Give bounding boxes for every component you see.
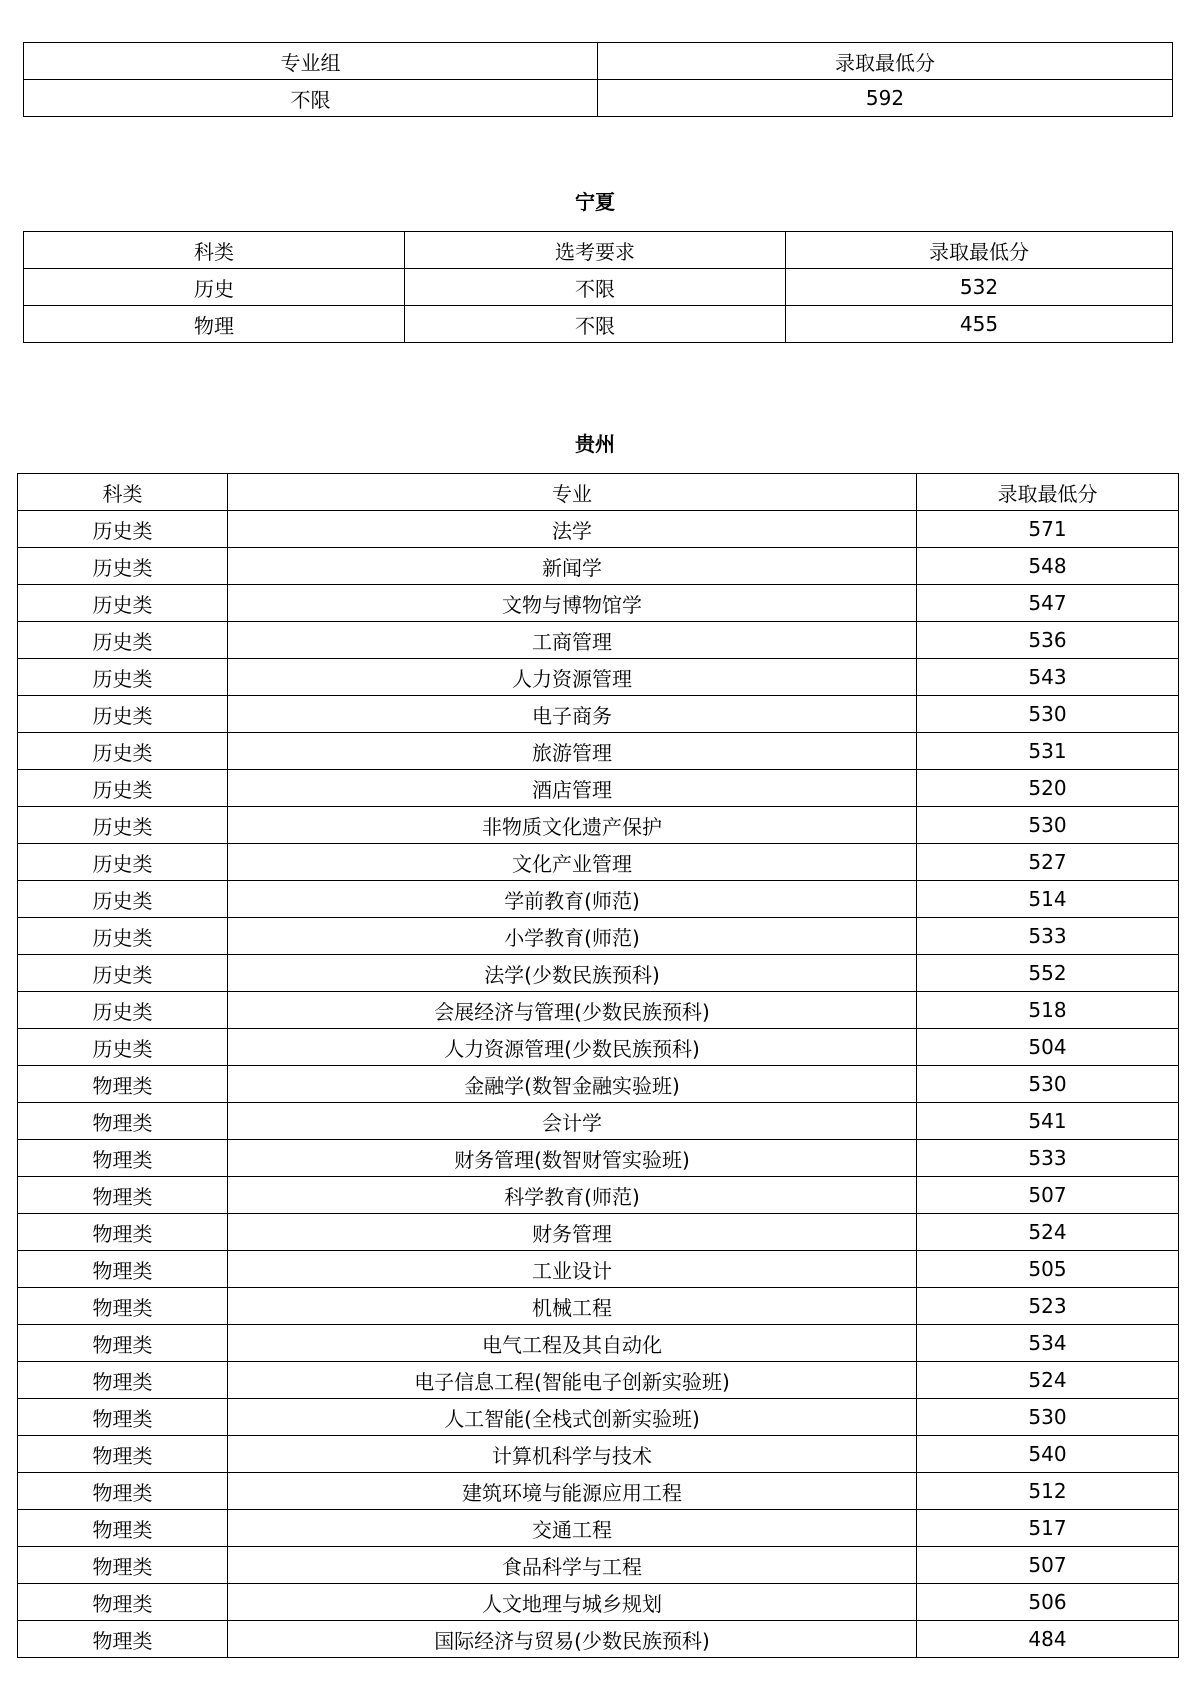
table-cell: 物理类 <box>18 1103 228 1140</box>
table-cell: 530 <box>917 807 1179 844</box>
table-cell: 文物与博物馆学 <box>228 585 917 622</box>
table-cell: 571 <box>917 511 1179 548</box>
table-cell: 历史类 <box>18 807 228 844</box>
table-cell: 不限 <box>24 80 598 117</box>
table-cell: 历史 <box>24 269 405 306</box>
table-cell: 物理类 <box>18 1584 228 1621</box>
table-row <box>18 696 1179 733</box>
table-cell: 新闻学 <box>228 548 917 585</box>
table-cell: 交通工程 <box>228 1510 917 1547</box>
table-cell: 食品科学与工程 <box>228 1547 917 1584</box>
table-cell: 物理类 <box>18 1399 228 1436</box>
table-cell: 518 <box>917 992 1179 1029</box>
table-cell: 物理类 <box>18 1621 228 1658</box>
table-row <box>18 1584 1179 1621</box>
table-cell: 536 <box>917 622 1179 659</box>
table-row <box>18 1547 1179 1584</box>
table-row <box>18 1325 1179 1362</box>
table-cell: 金融学(数智金融实验班) <box>228 1066 917 1103</box>
table-row <box>18 955 1179 992</box>
table-cell: 507 <box>917 1177 1179 1214</box>
table-cell: 历史类 <box>18 770 228 807</box>
header-cell: 录取最低分 <box>917 474 1179 511</box>
table-cell: 530 <box>917 1399 1179 1436</box>
table-row <box>24 80 1173 117</box>
table-cell: 541 <box>917 1103 1179 1140</box>
table-cell: 506 <box>917 1584 1179 1621</box>
table-cell: 科学教育(师范) <box>228 1177 917 1214</box>
table-header-row <box>18 474 1179 511</box>
table-cell: 法学(少数民族预科) <box>228 955 917 992</box>
table-cell: 530 <box>917 1066 1179 1103</box>
table-cell: 历史类 <box>18 992 228 1029</box>
table-cell: 历史类 <box>18 1029 228 1066</box>
header-cell: 选考要求 <box>405 232 786 269</box>
table-cell: 历史类 <box>18 696 228 733</box>
table-cell: 524 <box>917 1214 1179 1251</box>
table-cell: 人工智能(全栈式创新实验班) <box>228 1399 917 1436</box>
table-row <box>18 1066 1179 1103</box>
table-cell: 523 <box>917 1288 1179 1325</box>
table-cell: 非物质文化遗产保护 <box>228 807 917 844</box>
table-cell: 历史类 <box>18 881 228 918</box>
table-cell: 历史类 <box>18 844 228 881</box>
table-cell: 物理类 <box>18 1177 228 1214</box>
table-row <box>18 1251 1179 1288</box>
table-cell: 历史类 <box>18 622 228 659</box>
table-row <box>18 1399 1179 1436</box>
table-cell: 532 <box>786 269 1173 306</box>
table-cell: 计算机科学与技术 <box>228 1436 917 1473</box>
table-row <box>18 1140 1179 1177</box>
table-cell: 514 <box>917 881 1179 918</box>
table-cell: 物理类 <box>18 1325 228 1362</box>
table-row <box>18 1103 1179 1140</box>
table-row <box>18 733 1179 770</box>
table-cell: 530 <box>917 696 1179 733</box>
table-row <box>18 844 1179 881</box>
table-cell: 物理类 <box>18 1140 228 1177</box>
table-cell: 552 <box>917 955 1179 992</box>
table-cell: 电子信息工程(智能电子创新实验班) <box>228 1362 917 1399</box>
table-cell: 物理 <box>24 306 405 343</box>
table-cell: 物理类 <box>18 1473 228 1510</box>
table-cell: 不限 <box>405 306 786 343</box>
admission-table-group <box>23 42 1173 117</box>
table-cell: 物理类 <box>18 1436 228 1473</box>
table-cell: 工商管理 <box>228 622 917 659</box>
table-cell: 文化产业管理 <box>228 844 917 881</box>
header-cell: 专业组 <box>24 43 598 80</box>
table-row <box>18 992 1179 1029</box>
table-cell: 543 <box>917 659 1179 696</box>
table-cell: 548 <box>917 548 1179 585</box>
table-row <box>24 306 1173 343</box>
table-row <box>18 659 1179 696</box>
table-cell: 历史类 <box>18 918 228 955</box>
table-cell: 工业设计 <box>228 1251 917 1288</box>
table-cell: 电气工程及其自动化 <box>228 1325 917 1362</box>
section-title-guizhou: 贵州 <box>575 432 615 456</box>
table-cell: 会计学 <box>228 1103 917 1140</box>
header-cell: 科类 <box>24 232 405 269</box>
admission-table-ningxia <box>23 231 1173 343</box>
table-cell: 592 <box>598 80 1173 117</box>
table-cell: 484 <box>917 1621 1179 1658</box>
table-cell: 物理类 <box>18 1547 228 1584</box>
table-row <box>18 622 1179 659</box>
table-cell: 小学教育(师范) <box>228 918 917 955</box>
table-cell: 534 <box>917 1325 1179 1362</box>
table-cell: 国际经济与贸易(少数民族预科) <box>228 1621 917 1658</box>
table-row <box>18 918 1179 955</box>
table-cell: 人文地理与城乡规划 <box>228 1584 917 1621</box>
table-cell: 物理类 <box>18 1362 228 1399</box>
table-cell: 531 <box>917 733 1179 770</box>
table-row <box>18 1214 1179 1251</box>
table-row <box>18 1621 1179 1658</box>
table-cell: 物理类 <box>18 1214 228 1251</box>
table-cell: 历史类 <box>18 733 228 770</box>
table-cell: 财务管理(数智财管实验班) <box>228 1140 917 1177</box>
table-cell: 533 <box>917 918 1179 955</box>
table-row <box>18 585 1179 622</box>
table-cell: 504 <box>917 1029 1179 1066</box>
table-cell: 历史类 <box>18 955 228 992</box>
table-row <box>18 881 1179 918</box>
header-cell: 专业 <box>228 474 917 511</box>
section-title-ningxia: 宁夏 <box>575 190 615 214</box>
table-cell: 540 <box>917 1436 1179 1473</box>
table-cell: 455 <box>786 306 1173 343</box>
table-cell: 547 <box>917 585 1179 622</box>
table-row <box>18 807 1179 844</box>
table-row <box>18 1510 1179 1547</box>
table-cell: 不限 <box>405 269 786 306</box>
table-row <box>18 1288 1179 1325</box>
table-row <box>18 770 1179 807</box>
table-cell: 电子商务 <box>228 696 917 733</box>
table-cell: 517 <box>917 1510 1179 1547</box>
table-cell: 财务管理 <box>228 1214 917 1251</box>
table-cell: 学前教育(师范) <box>228 881 917 918</box>
table-header-row <box>24 232 1173 269</box>
table-cell: 物理类 <box>18 1288 228 1325</box>
admission-table-guizhou <box>17 473 1179 1658</box>
table-row <box>18 1362 1179 1399</box>
table-cell: 533 <box>917 1140 1179 1177</box>
header-cell: 录取最低分 <box>598 43 1173 80</box>
table-cell: 物理类 <box>18 1251 228 1288</box>
header-cell: 科类 <box>18 474 228 511</box>
table-cell: 旅游管理 <box>228 733 917 770</box>
table-cell: 人力资源管理(少数民族预科) <box>228 1029 917 1066</box>
table-cell: 物理类 <box>18 1510 228 1547</box>
table-row <box>18 511 1179 548</box>
table-cell: 历史类 <box>18 585 228 622</box>
header-cell: 录取最低分 <box>786 232 1173 269</box>
table-row <box>18 1029 1179 1066</box>
table-row <box>18 1177 1179 1214</box>
table-cell: 机械工程 <box>228 1288 917 1325</box>
table-cell: 520 <box>917 770 1179 807</box>
table-cell: 历史类 <box>18 659 228 696</box>
table-cell: 历史类 <box>18 548 228 585</box>
table-cell: 法学 <box>228 511 917 548</box>
table-cell: 历史类 <box>18 511 228 548</box>
table-cell: 人力资源管理 <box>228 659 917 696</box>
table-row <box>18 1436 1179 1473</box>
table-cell: 酒店管理 <box>228 770 917 807</box>
table-cell: 会展经济与管理(少数民族预科) <box>228 992 917 1029</box>
table-cell: 建筑环境与能源应用工程 <box>228 1473 917 1510</box>
table-cell: 物理类 <box>18 1066 228 1103</box>
table-header-row <box>24 43 1173 80</box>
table-cell: 512 <box>917 1473 1179 1510</box>
table-cell: 524 <box>917 1362 1179 1399</box>
table-cell: 527 <box>917 844 1179 881</box>
table-cell: 507 <box>917 1547 1179 1584</box>
table-cell: 505 <box>917 1251 1179 1288</box>
table-row <box>18 1473 1179 1510</box>
table-row <box>18 548 1179 585</box>
table-row <box>24 269 1173 306</box>
